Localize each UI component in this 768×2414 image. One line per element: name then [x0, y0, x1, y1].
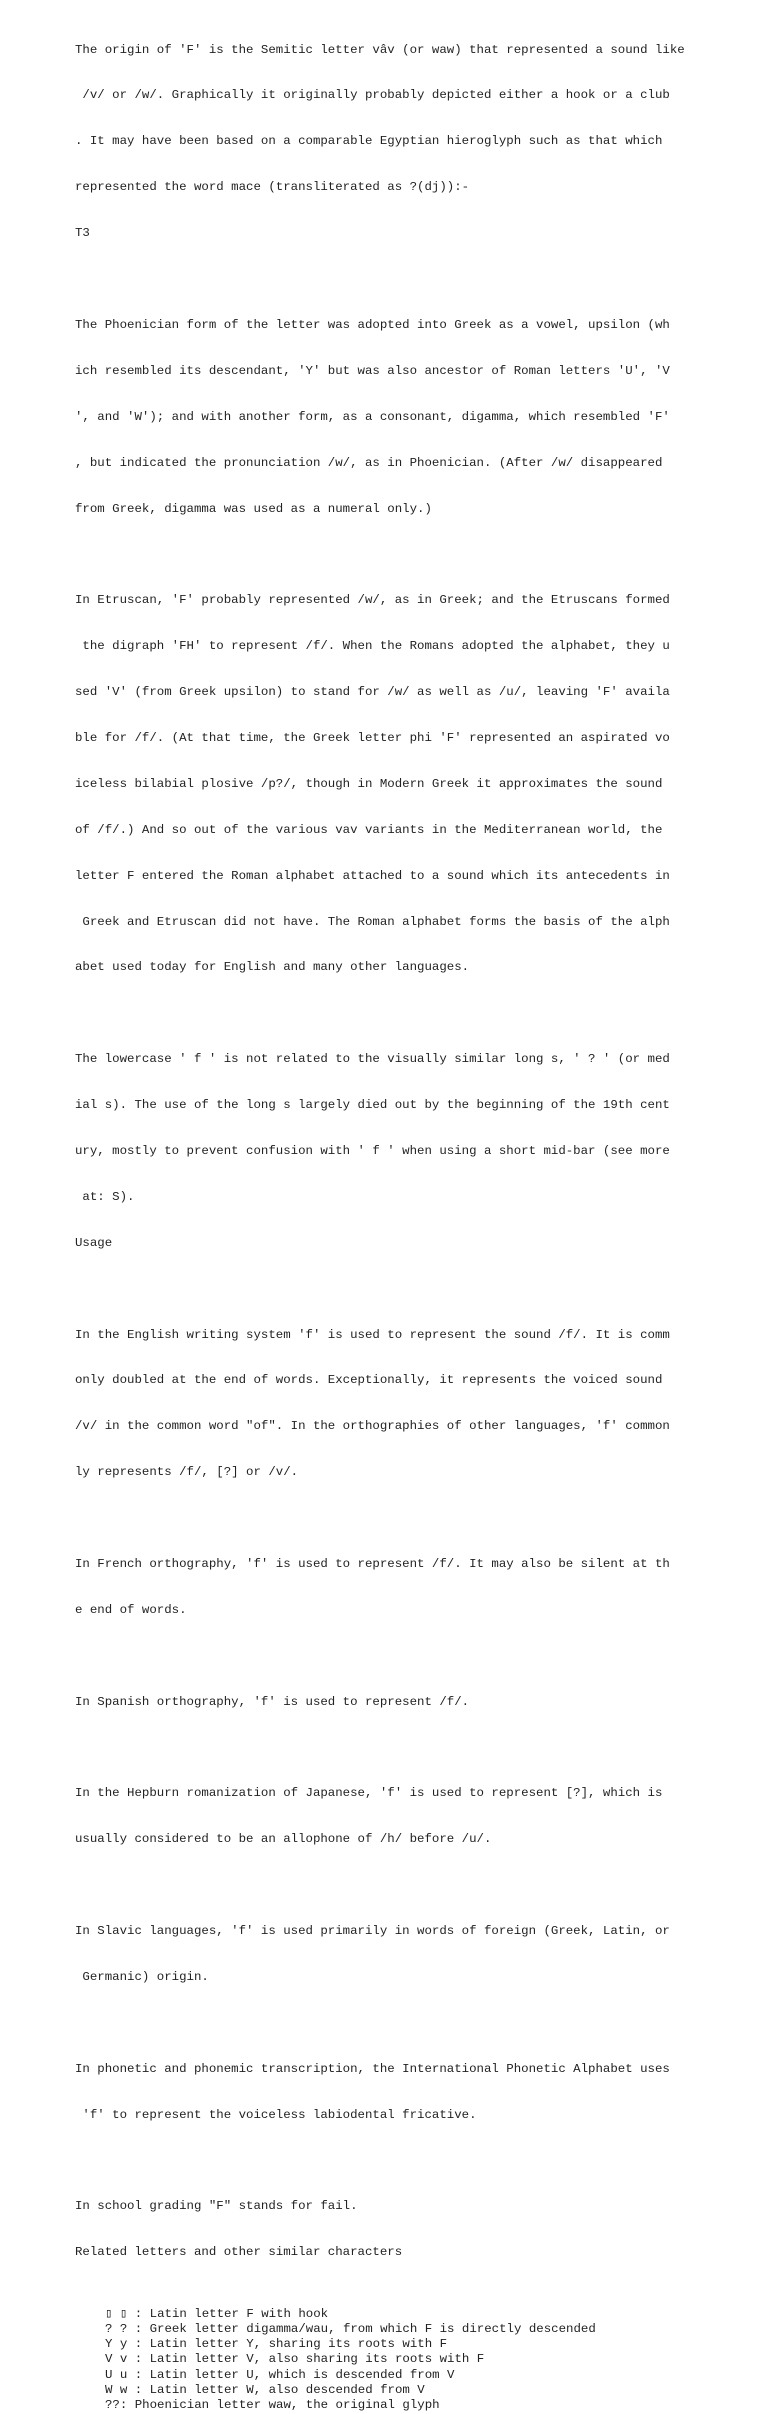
paragraph-origin: [75, 12, 695, 272]
text-line: In school grading "F" stands for fail.: [75, 2199, 358, 2214]
paragraph-gap: [75, 2016, 695, 2031]
list-item: W w : Latin letter W, also descended from V: [105, 2383, 425, 2398]
text-line: ', and 'W'); and with another form, as a consonant, digamma, which resembled 'F': [75, 409, 670, 424]
text-line: represented the word mace (transliterated as ?(dj)):-: [75, 180, 470, 195]
text-line: only doubled at the end of words. Exceptionally, it represents the voiced sound: [75, 1373, 663, 1388]
related-characters-list: [75, 2307, 695, 2414]
text-line: . It may have been based on a comparable Egyptian hieroglyph such as that which: [75, 134, 663, 149]
list-item: U u : Latin letter U, which is descended from V: [105, 2367, 455, 2382]
paragraph-gap: [75, 1741, 695, 1756]
list-item: Y y : Latin letter Y, sharing its roots with F: [105, 2337, 448, 2352]
section-heading-related: Related letters and other similar characters: [75, 2245, 403, 2260]
text-line: T3: [75, 226, 90, 241]
text-line: In the English writing system 'f' is used to represent the sound /f/. It is comm: [75, 1327, 670, 1342]
paragraph-spanish: [75, 1664, 695, 1740]
paragraph-gap: [75, 1649, 695, 1664]
list-item: ??: Phoenician letter waw, the original glyph: [105, 2398, 440, 2413]
text-line: the digraph 'FH' to represent /f/. When the Romans adopted the alphabet, they u: [75, 639, 670, 654]
text-line: e end of words.: [75, 1602, 187, 1617]
paragraph-gap: [75, 1282, 695, 1297]
text-line: In French orthography, 'f' is used to represent /f/. It may also be silent at th: [75, 1556, 670, 1571]
paragraph-gap: [75, 547, 695, 562]
document-body: [75, 12, 695, 2414]
text-line: The origin of 'F' is the Semitic letter vâv (or waw) that represented a sound like: [75, 42, 685, 57]
text-line: 'f' to represent the voiceless labiodental fricative.: [75, 2107, 477, 2122]
text-line: In phonetic and phonemic transcription, the International Phonetic Alphabet uses: [75, 2061, 670, 2076]
paragraph-etruscan: [75, 563, 695, 1007]
text-line: Greek and Etruscan did not have. The Roman alphabet forms the basis of the alph: [75, 914, 670, 929]
paragraph-gap: [75, 1006, 695, 1021]
text-line: /v/ or /w/. Graphically it originally probably depicted either a hook or a club: [75, 88, 670, 103]
section-heading-usage: Usage: [75, 1235, 113, 1250]
text-line: from Greek, digamma was used as a numeral only.): [75, 501, 432, 516]
paragraph-phonetic: [75, 2031, 695, 2153]
text-line: In Slavic languages, 'f' is used primarily in words of foreign (Greek, Latin, or: [75, 1924, 670, 1939]
text-line: abet used today for English and many other languages.: [75, 960, 470, 975]
list-item: V v : Latin letter V, also sharing its roots with F: [105, 2352, 485, 2367]
text-line: letter F entered the Roman alphabet attached to a sound which its antecedents in: [75, 868, 670, 883]
text-line: ich resembled its descendant, 'Y' but was also ancestor of Roman letters 'U', 'V: [75, 363, 670, 378]
text-line: The lowercase ' f ' is not related to the visually similar long s, ' ? ' (or med: [75, 1052, 670, 1067]
text-line: usually considered to be an allophone of /h/ before /u/.: [75, 1832, 492, 1847]
paragraph-english: [75, 1297, 695, 1511]
text-line: /v/ in the common word "of". In the orthographies of other languages, 'f' common: [75, 1419, 670, 1434]
text-line: iceless bilabial plosive /p?/, though in Modern Greek it approximates the sound: [75, 776, 663, 791]
text-line: , but indicated the pronunciation /w/, as in Phoenician. (After /w/ disappeared: [75, 455, 663, 470]
text-line: In Spanish orthography, 'f' is used to represent /f/.: [75, 1694, 470, 1709]
paragraph-french: [75, 1526, 695, 1648]
list-item: ? ? : Greek letter digamma/wau, from which F is directly descended: [105, 2321, 596, 2336]
paragraph-slavic: [75, 1894, 695, 2016]
paragraph-gap: [75, 2291, 695, 2306]
paragraph-gap: [75, 2154, 695, 2169]
text-line: at: S).: [75, 1189, 135, 1204]
paragraph-phoenician: [75, 287, 695, 547]
text-line: ial s). The use of the long s largely died out by the beginning of the 19th cent: [75, 1098, 670, 1113]
text-line: ury, mostly to prevent confusion with ' f ' when using a short mid-bar (see more: [75, 1143, 670, 1158]
text-line: ly represents /f/, [?] or /v/.: [75, 1465, 299, 1480]
paragraph-japanese: [75, 1756, 695, 1878]
text-line: ble for /f/. (At that time, the Greek letter phi 'F' represented an aspirated vo: [75, 730, 670, 745]
text-line: of /f/.) And so out of the various vav variants in the Mediterranean world, the: [75, 822, 663, 837]
list-item: ▯ ▯ : Latin letter F with hook: [105, 2306, 329, 2321]
text-line: In Etruscan, 'F' probably represented /w/, as in Greek; and the Etruscans formed: [75, 593, 670, 608]
paragraph-lowercase: [75, 1022, 695, 1282]
text-line: In the Hepburn romanization of Japanese, 'f' is used to represent [?], which is: [75, 1786, 663, 1801]
text-line: The Phoenician form of the letter was adopted into Greek as a vowel, upsilon (wh: [75, 317, 670, 332]
paragraph-gap: [75, 272, 695, 287]
paragraph-grading: [75, 2169, 695, 2291]
paragraph-gap: [75, 1511, 695, 1526]
text-line: Germanic) origin.: [75, 1970, 209, 1984]
paragraph-gap: [75, 1878, 695, 1893]
text-line: sed 'V' (from Greek upsilon) to stand for /w/ as well as /u/, leaving 'F' availa: [75, 685, 670, 700]
